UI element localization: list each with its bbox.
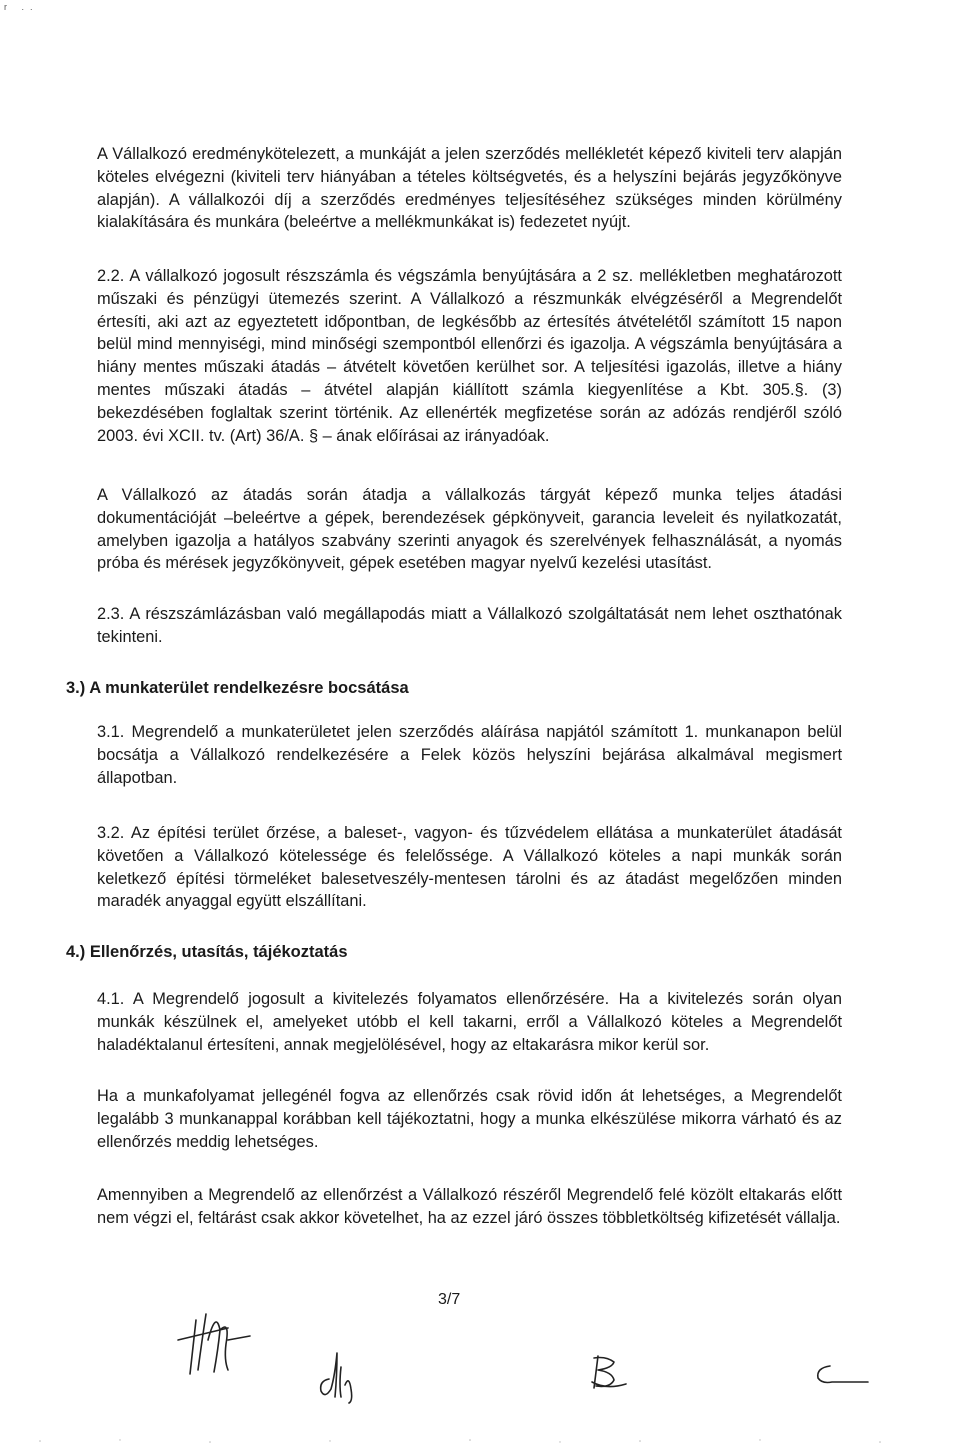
paragraph-inspection-notice: Ha a munkafolyamat jellegénél fogva az ellenőrzés csak rövid időn át lehetséges, a Megrendelőt legalább 3 munkanappal korábban kell tájékoztatni, hogy a munka elkészülése mikorra várható és az ellenőrzés meddig lehetséges.	[97, 1087, 842, 1151]
signature-initials-1	[168, 1300, 258, 1380]
section-heading-4: 4.) Ellenőrzés, utasítás, tájékoztatás	[66, 943, 348, 961]
paragraph-uncovering: Amennyiben a Megrendelő az ellenőrzést a Vállalkozó részéről Megrendelő felé közölt eltakarás előtt nem végzi el, feltárást csak akkor követelhet, ha az ezzel járó összes többletköltség kifizetését vállalja.	[97, 1186, 842, 1227]
paragraph-3-1: 3.1. Megrendelő a munkaterületet jelen szerződés aláírása napjától számított 1. munkanapon belül bocsátja a Vállalkozó rendelkezésére a Felek közös helyszíni bejárása alkalmával megismert állapotban.	[97, 723, 842, 787]
paragraph-2-2-invoicing: 2.2. A vállalkozó jogosult részszámla és végszámla benyújtására a 2 sz. mellékletben meghatározott műszaki és pénzügyi ütemezés szerint. A Vállalkozó a részmunkák elvégzéséről a Megrendelőt értesíti, aki azt az egyeztetett időpontban, de legkésőbb az értesítés átvételétől számított 15 napon belül mind mennyiségi, mind minőségi szempontból ellenőrzi és igazolja. A végszámla benyújtására a hiány mentes műszaki átadás – átvételt követően kerülhet sor. A teljesítési igazolás, illetve a hiány mentes műszaki átadás – átvétel alapján kiállított számla kiegyenlítése a Kbt. 305.§. (3) bekezdésében foglaltak szerint történik. Az ellenérték megfizetése során az adózás rendjéről szóló 2003. évi XCII. tv. (Art) 36/A. § – ának előírásai az irányadóak.	[97, 267, 842, 445]
signature-initials-2	[315, 1345, 365, 1405]
corner-mark: r ..	[4, 2, 39, 12]
paragraph-handover-documentation: A Vállalkozó az átadás során átadja a vállalkozás tárgyát képező munka teljes átadási dokumentációját –beleértve a gépek, berendezések gépkönyveit, garancia leveleit és nyilatkozatát, amelyben igazolja a hatályos szabvány szerinti anyagok és szerelvények felhasználását, a nyomás próba és mérések jegyzőkönyveit, gépek esetében magyar nyelvű kezelési utasítást.	[97, 486, 842, 573]
signature-initials-4	[812, 1360, 872, 1390]
scan-noise-dots	[0, 1438, 960, 1444]
signature-initials-3	[586, 1352, 636, 1397]
paragraph-2-3: 2.3. A részszámlázásban való megállapodás miatt a Vállalkozó szolgáltatását nem lehet oszthatónak tekinteni.	[97, 605, 842, 646]
page-number: 3/7	[438, 1291, 461, 1308]
paragraph-contractor-obligation: A Vállalkozó eredménykötelezett, a munkáját a jelen szerződés mellékletét képező kiviteli terv alapján köteles elvégezni (kiviteli terv hiányában a tételes költségvetés, és a helyszíni bejárás jegyzőkönyve alapján). A vállalkozói díj a szerződés eredményes teljesítéséhez szükséges minden körülmény kialakítására és munkára (beleértve a mellékmunkákat is) fedezetet nyújt.	[97, 145, 842, 232]
section-heading-3: 3.) A munkaterület rendelkezésre bocsátása	[66, 679, 409, 697]
paragraph-4-1: 4.1. A Megrendelő jogosult a kivitelezés folyamatos ellenőrzésére. Ha a kivitelezés során olyan munkák készülnek el, amelyeket utóbb el kell takarni, erről a Vállalkozó köteles a Megrendelőt haladéktalanul értesíteni, annak megjelölésével, hogy az eltakarásra mikor kerül sor.	[97, 990, 842, 1054]
paragraph-3-2: 3.2. Az építési terület őrzése, a baleset-, vagyon- és tűzvédelem ellátása a munkaterület átadását követően a Vállalkozó kötelessége és felelőssége. A Vállalkozó köteles a napi munkák során keletkező építési törmeléket balesetveszély-mentesen tárolni és az átadást megelőzően minden maradék anyaggal együtt elszállítani.	[97, 824, 842, 911]
